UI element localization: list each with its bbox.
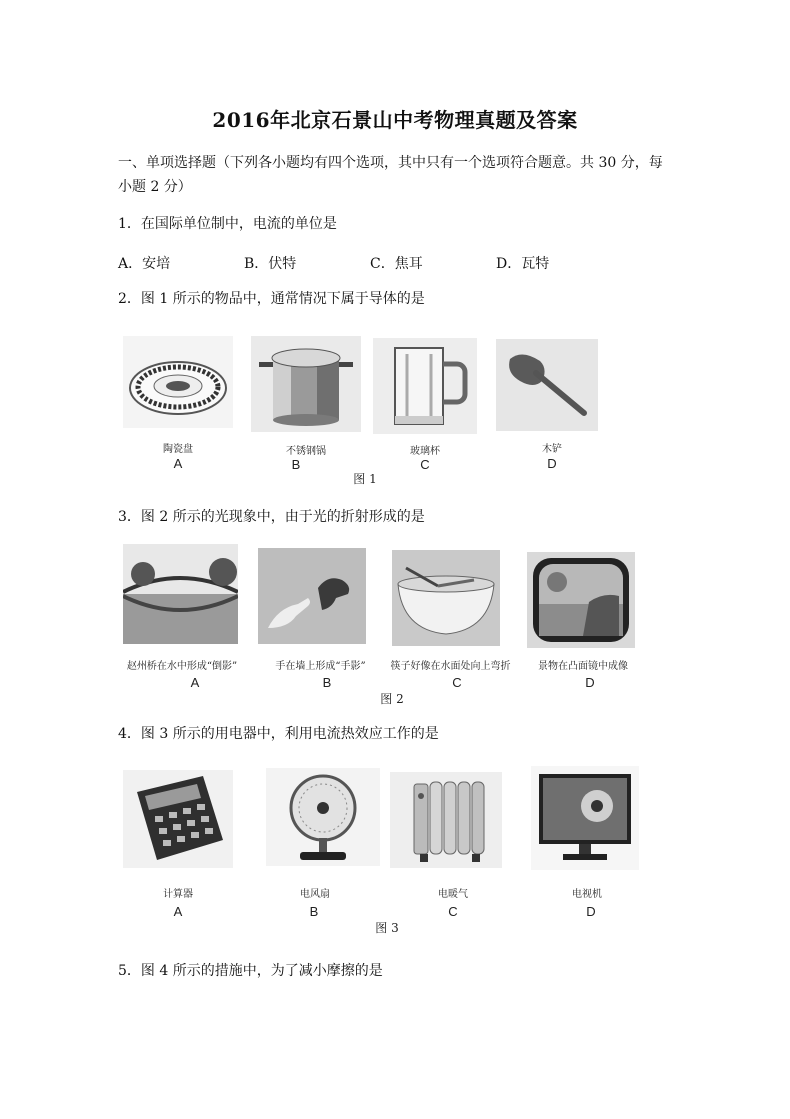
q3-letter-c: C [452, 675, 462, 690]
q4-letter-a: A [173, 904, 183, 919]
question-1-stem: 1．在国际单位制中，电流的单位是 [118, 216, 337, 232]
oil-heater-icon [390, 772, 502, 868]
figure-1-label: 图 1 [353, 472, 377, 486]
glass-mug-icon [373, 338, 477, 434]
ceramic-plate-icon [123, 336, 233, 428]
q3-letter-d: D [585, 675, 595, 690]
section-heading-line1: 一、单项选择题（下列各小题均有四个选项，其中只有一个选项符合题意。共 30 分，每 [118, 155, 663, 171]
convex-mirror-icon [527, 552, 635, 648]
q4-letter-d: D [586, 904, 596, 919]
q2-letter-b: B [291, 457, 301, 472]
q3-caption-b: 手在墙上形成“手影” [275, 661, 366, 672]
question-4-stem: 4．图 3 所示的用电器中，利用电流热效应工作的是 [118, 726, 439, 742]
television-icon [531, 766, 639, 870]
q4-letter-c: C [448, 904, 458, 919]
question-2-stem: 2．图 1 所示的物品中，通常情况下属于导体的是 [118, 291, 425, 307]
q2-caption-b: 不锈钢锅 [286, 446, 326, 457]
chopstick-bowl-icon [392, 550, 500, 646]
q3-letter-a: A [190, 675, 200, 690]
q3-caption-c: 筷子好像在水面处向上弯折 [390, 661, 511, 672]
wooden-spatula-icon [496, 339, 598, 431]
figure-2-label: 图 2 [380, 692, 404, 706]
q3-caption-a: 赵州桥在水中形成“倒影” [126, 661, 238, 672]
q4-caption-a: 计算器 [163, 889, 193, 900]
figure-3-label: 图 3 [375, 921, 399, 935]
q2-caption-a: 陶瓷盘 [163, 444, 193, 455]
q4-caption-c: 电暖气 [438, 889, 468, 900]
question-5-stem: 5．图 4 所示的措施中，为了减小摩擦的是 [118, 963, 383, 979]
q2-letter-d: D [547, 456, 557, 471]
section-heading-line2: 小题 2 分） [118, 179, 192, 195]
q1-option-a: A．安培 [118, 256, 171, 272]
q2-caption-d: 木铲 [542, 444, 562, 455]
q3-letter-b: B [322, 675, 332, 690]
q2-letter-a: A [173, 456, 183, 471]
hand-shadow-icon [258, 548, 366, 644]
bridge-reflection-icon [123, 544, 238, 644]
page-title: 2016年北京石景山中考物理真题及答案 [212, 108, 578, 132]
calculator-icon [123, 770, 233, 868]
q1-option-c: C．焦耳 [370, 256, 423, 272]
question-3-stem: 3．图 2 所示的光现象中，由于光的折射形成的是 [118, 509, 425, 525]
q4-caption-d: 电视机 [572, 889, 602, 900]
q2-caption-c: 玻璃杯 [410, 446, 440, 457]
q4-letter-b: B [309, 904, 319, 919]
q1-option-b: B．伏特 [244, 256, 297, 272]
q4-caption-b: 电风扇 [300, 889, 330, 900]
electric-fan-icon [266, 768, 380, 866]
q3-caption-d: 景物在凸面镜中成像 [538, 661, 628, 672]
q1-option-d: D．瓦特 [496, 256, 550, 272]
q2-letter-c: C [420, 457, 430, 472]
steel-pot-icon [251, 336, 361, 432]
